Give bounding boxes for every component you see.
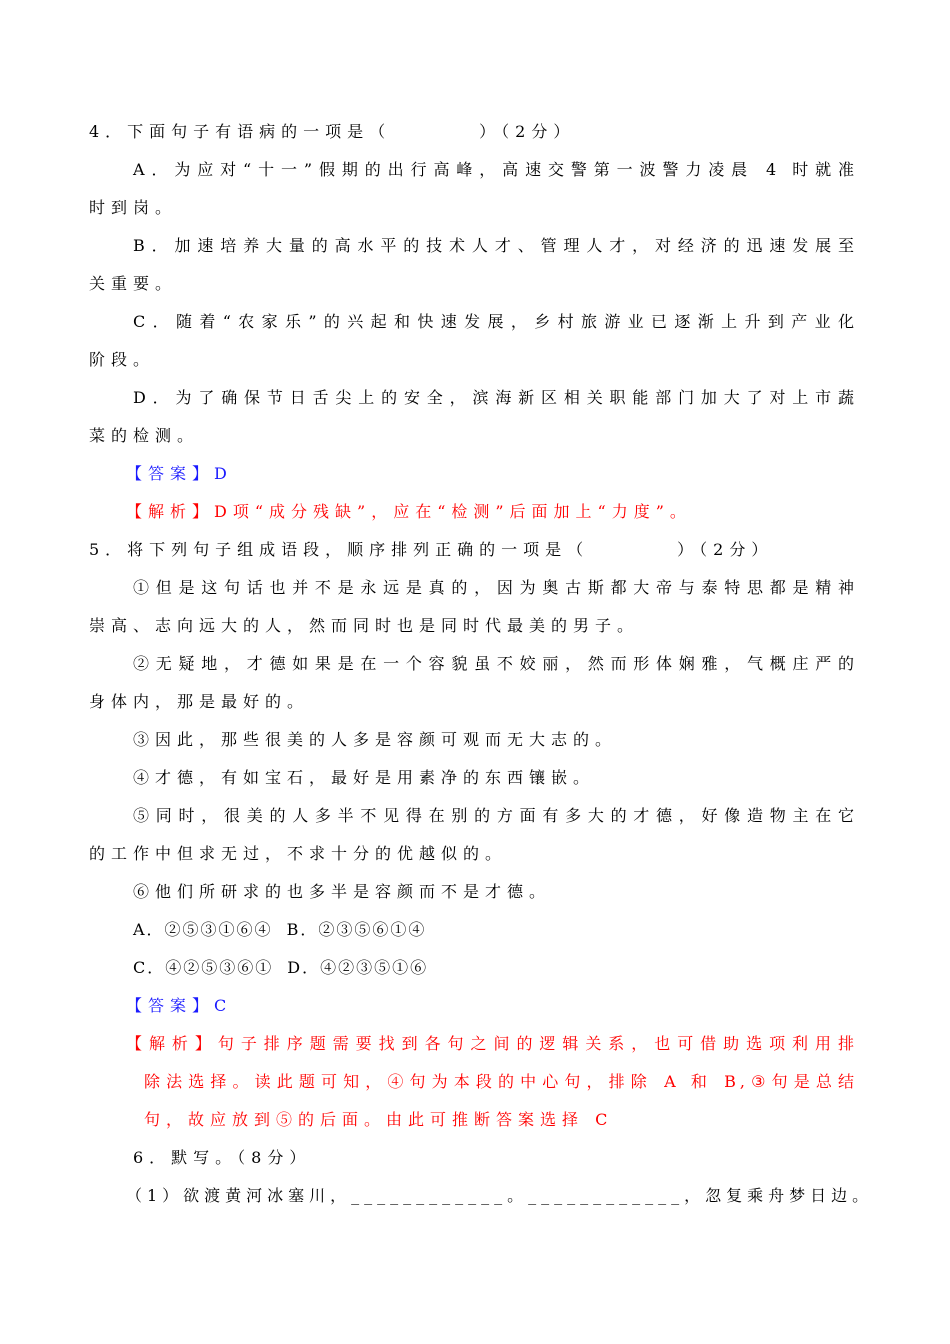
q5-sentence-5-line2: 的工作中但求无过，不求十分的优越似的。 [89, 844, 508, 863]
q5-option-b: B．②③⑤⑥①④ [286, 920, 427, 939]
q4-option-d-line2: 菜的检测。 [89, 426, 200, 445]
q5-sentence-6: ⑥他们所研求的也多半是容颜而不是才德。 [133, 882, 552, 901]
q4-answer: 【答案】D [126, 464, 233, 483]
q4-stem: 4．下面句子有语病的一项是（ ）（2分） [89, 122, 576, 141]
q5-analysis-line1: 【解析】句子排序题需要找到各句之间的逻辑关系，也可借助选项利用排 [126, 1034, 858, 1053]
q5-sentence-3: ③因此，那些很美的人多是容颜可观而无大志的。 [133, 730, 618, 749]
q5-answer: 【答案】C [126, 996, 233, 1015]
q5-options-row1 [133, 920, 426, 940]
q6-stem: 6．默写。（8分） [133, 1148, 312, 1167]
q5-option-a: A．②⑤③①⑥④ [133, 920, 273, 939]
q5-sentence-2-line1: ②无疑地，才德如果是在一个容貌虽不姣丽，然而形体娴雅，气概庄严的 [133, 654, 858, 673]
q4-option-a-line2: 时到岗。 [89, 198, 178, 217]
q5-sentence-4: ④才德，有如宝石，最好是用素净的东西镶嵌。 [133, 768, 596, 787]
q5-sentence-1-line2: 崇高、志向远大的人，然而同时也是同时代最美的男子。 [89, 616, 640, 635]
q4-option-c-line1: C．随着“农家乐”的兴起和快速发展，乡村旅游业已逐渐上升到产业化 [133, 312, 858, 331]
q5-sentence-5-line1: ⑤同时，很美的人多半不见得在别的方面有多大的才德，好像造物主在它 [133, 806, 858, 825]
q4-option-b-line1: B．加速培养大量的高水平的技术人才、管理人才，对经济的迅速发展至 [133, 236, 858, 255]
q5-option-d: D．④②③⑤①⑥ [287, 958, 429, 977]
q5-stem: 5．将下列句子组成语段，顺序排列正确的一项是（ ）（2分） [89, 540, 774, 559]
q5-option-c: C．④②⑤③⑥① [133, 958, 274, 977]
q5-options-row2 [133, 958, 428, 978]
q4-option-d-line1: D．为了确保节日舌尖上的安全，滨海新区相关职能部门加大了对上市蔬 [133, 388, 858, 407]
q6-item-1: （1）欲渡黄河冰塞川，____________。____________，忽复乘舟梦日边。 [126, 1186, 874, 1205]
q4-option-b-line2: 关重要。 [89, 274, 178, 293]
q5-analysis-line2: 除法选择。读此题可知，④句为本段的中心句，排除 A 和 B,③句是总结 [144, 1072, 858, 1091]
q4-option-c-line2: 阶段。 [89, 350, 156, 369]
q4-analysis: 【解析】D项“成分残缺”，应在“检测”后面加上“力度”。 [126, 502, 692, 521]
q5-sentence-1-line1: ①但是这句话也并不是永远是真的，因为奥古斯都大帝与泰特思都是精神 [133, 578, 858, 597]
q4-option-a-line1: A．为应对“十一”假期的出行高峰，高速交警第一波警力凌晨 4 时就准 [133, 160, 858, 179]
q5-sentence-2-line2: 身体内，那是最好的。 [89, 692, 310, 711]
q5-analysis-line3: 句，故应放到⑤的后面。由此可推断答案选择 C [144, 1110, 614, 1129]
